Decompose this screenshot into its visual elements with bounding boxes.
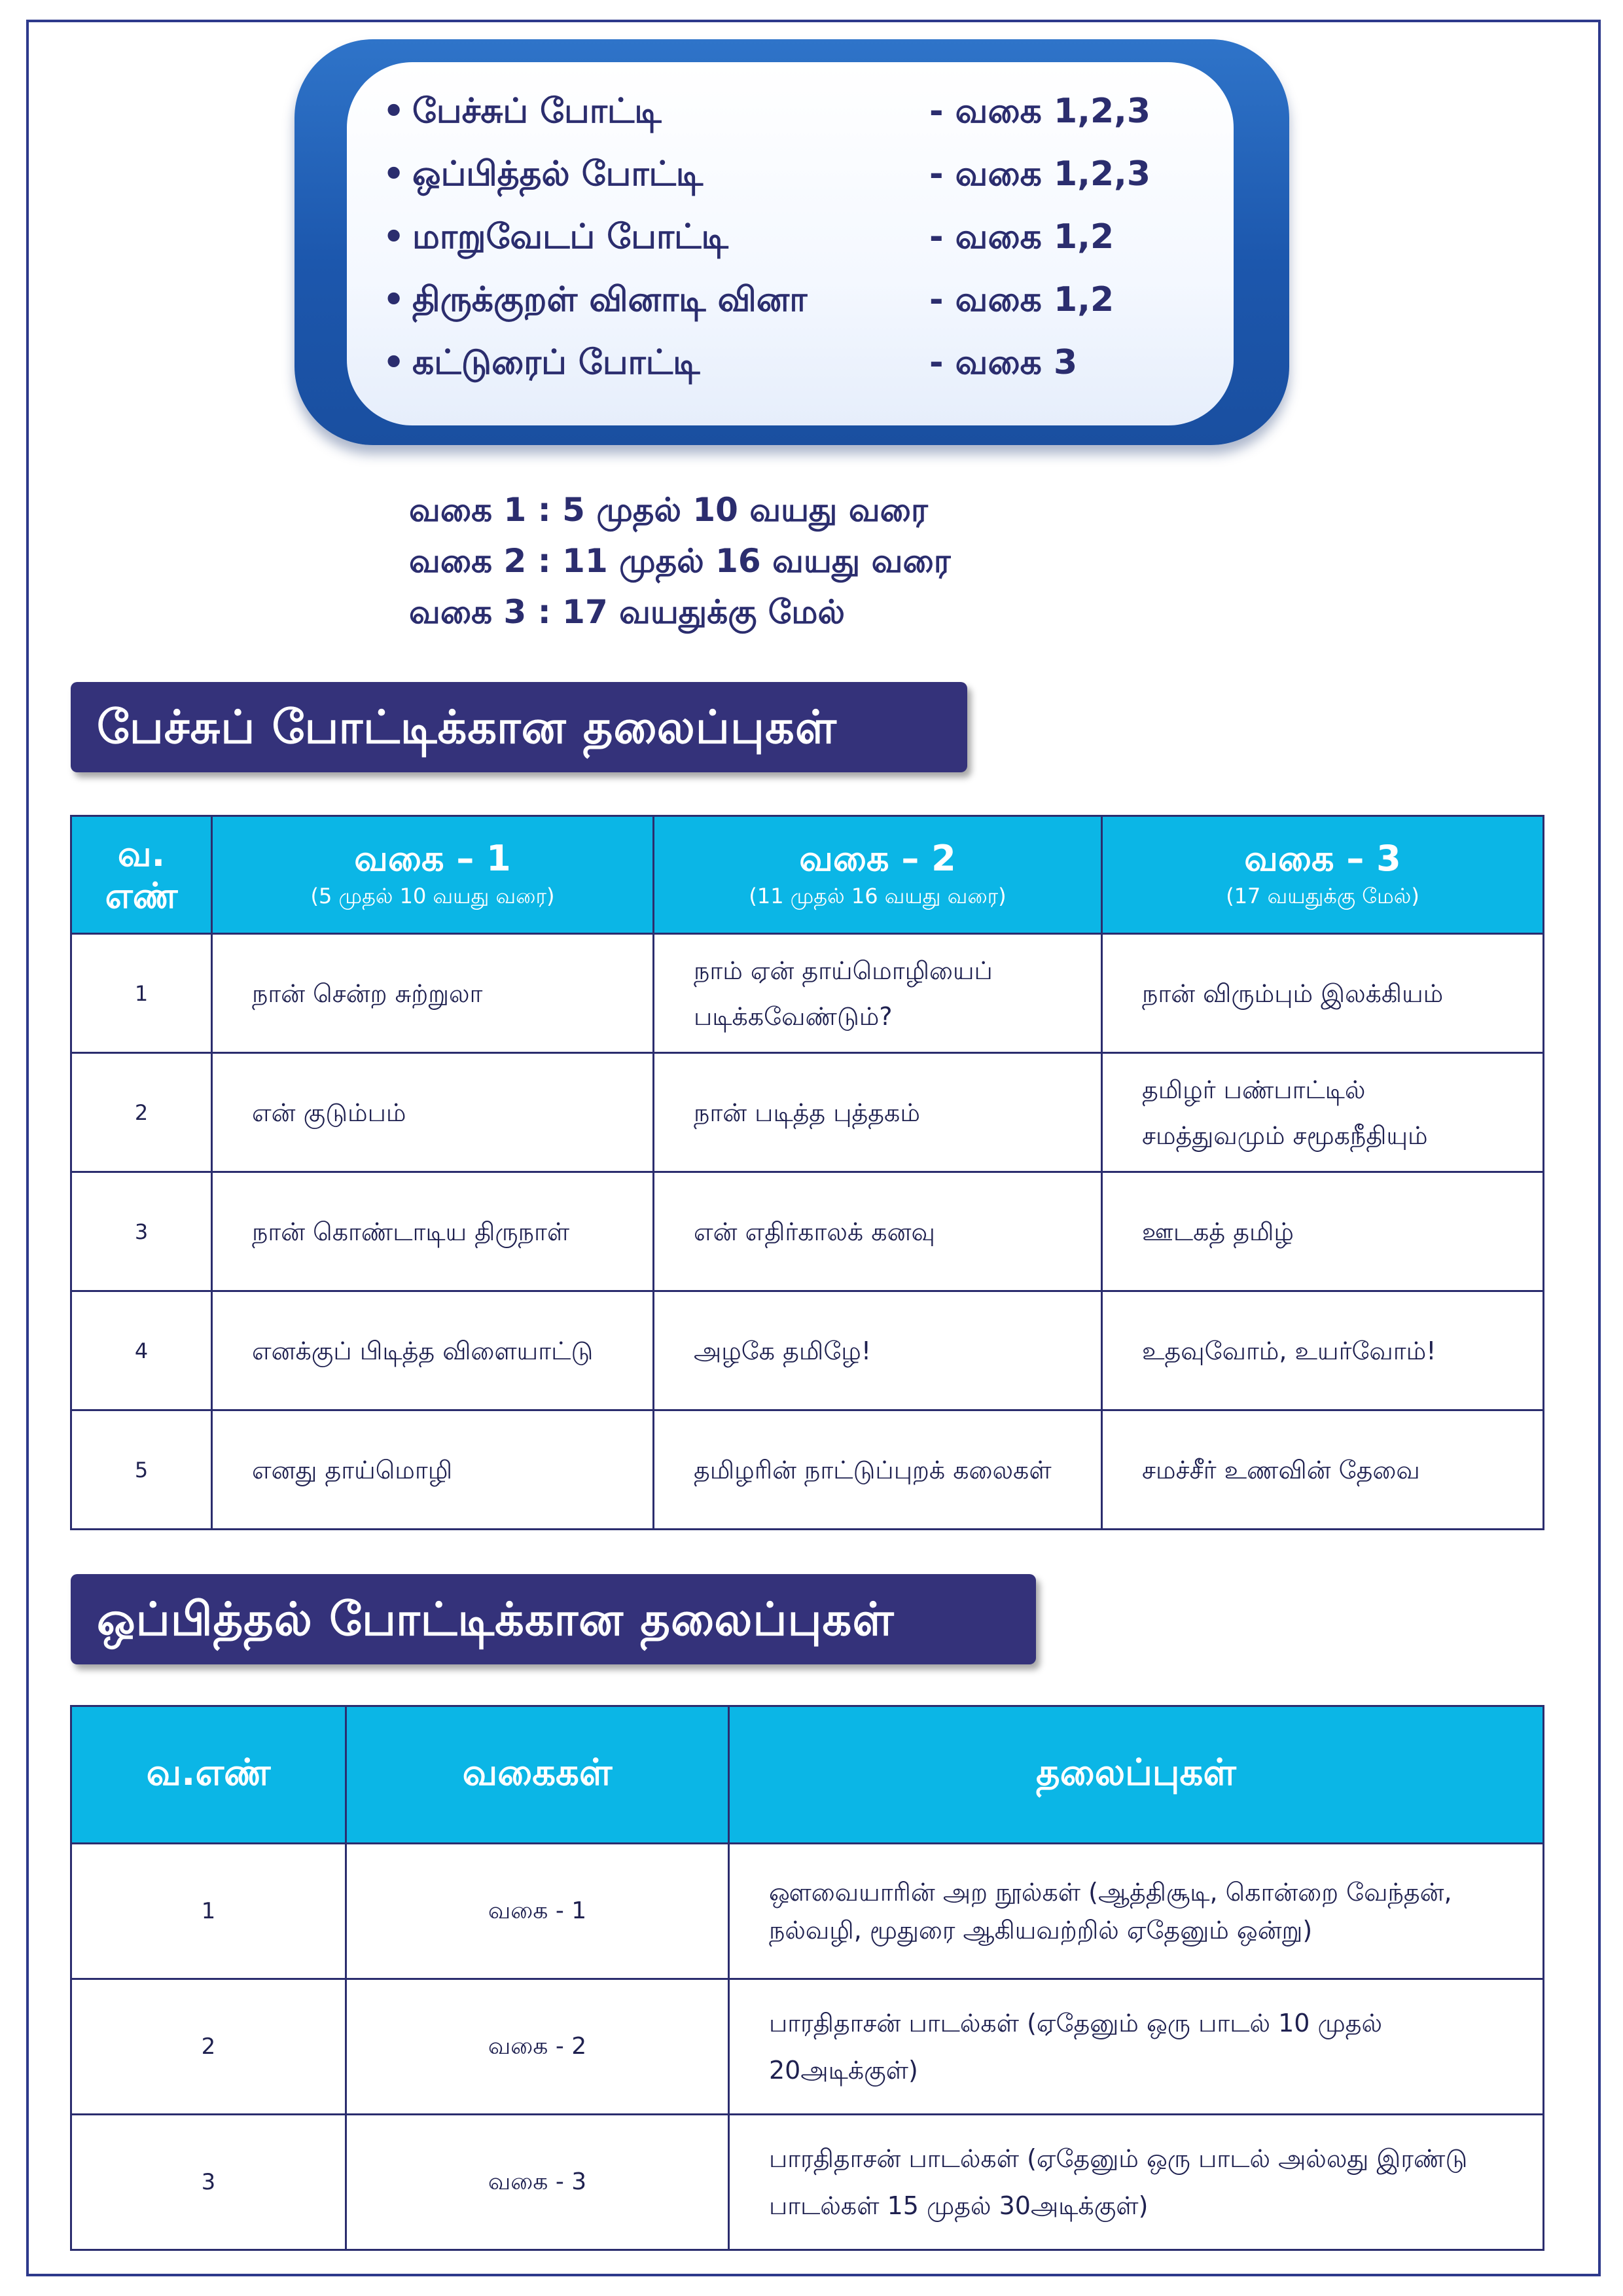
topic-cell: நான் விரும்பும் இலக்கியம் <box>1102 934 1544 1053</box>
table-row <box>71 1172 1544 1291</box>
row-number: 2 <box>71 1053 212 1172</box>
recitation-topics-table <box>70 1705 1544 2251</box>
competition-name: பேச்சுப் போட்டி <box>412 92 662 131</box>
topic-cell: நாம் ஏன் தாய்மொழியைப் படிக்கவேண்டும்? <box>654 934 1102 1053</box>
header-serial-number: வ. எண் <box>71 816 212 934</box>
topic-cell: சமச்சீர் உணவின் தேவை <box>1102 1410 1544 1530</box>
speech-topics-table <box>70 815 1544 1530</box>
topic-cell: ஊடகத் தமிழ் <box>1102 1172 1544 1291</box>
topic-cell: அழகே தமிழே! <box>654 1291 1102 1410</box>
competition-category: - வகை 3 <box>929 343 1078 382</box>
row-number: 1 <box>71 934 212 1053</box>
header-topics: தலைப்புகள் <box>729 1706 1544 1844</box>
row-number: 3 <box>71 2115 346 2250</box>
category-cell: வகை - 2 <box>346 1979 729 2115</box>
competition-category: - வகை 1,2,3 <box>929 154 1151 194</box>
bullet-icon: • <box>383 92 405 131</box>
topic-cell: என் குடும்பம் <box>212 1053 654 1172</box>
topic-cell: நான் சென்ற சுற்றுலா <box>212 934 654 1053</box>
topic-cell: தமிழரின் நாட்டுப்புறக் கலைகள் <box>654 1410 1102 1530</box>
row-number: 5 <box>71 1410 212 1530</box>
competition-item <box>383 217 1234 270</box>
topic-cell: எனது தாய்மொழி <box>212 1410 654 1530</box>
header-category-3: வகை – 3 (17 வயதுக்கு மேல்) <box>1102 816 1544 934</box>
topic-cell: நான் கொண்டாடிய திருநாள் <box>212 1172 654 1291</box>
table-header-row <box>71 1706 1544 1844</box>
topic-cell: பாரதிதாசன் பாடல்கள் (ஏதேனும் ஒரு பாடல் அல்லது இரண்டு பாடல்கள் 15 முதல் 30அடிக்குள்) <box>729 2115 1544 2250</box>
row-number: 2 <box>71 1979 346 2115</box>
competition-name: மாறுவேடப் போட்டி <box>412 217 728 257</box>
competition-item <box>383 280 1234 332</box>
header-serial-number: வ.எண் <box>71 1706 346 1844</box>
table-row <box>71 934 1544 1053</box>
age-group-line: வகை 1 : 5 முதல் 10 வயது வரை <box>409 491 928 529</box>
bullet-icon: • <box>383 343 405 382</box>
table-row <box>71 1291 1544 1410</box>
competition-category: - வகை 1,2 <box>929 217 1115 257</box>
topic-cell: பாரதிதாசன் பாடல்கள் (ஏதேனும் ஒரு பாடல் 10 முதல் 20அடிக்குள்) <box>729 1979 1544 2115</box>
age-group-line: வகை 2 : 11 முதல் 16 வயது வரை <box>409 542 951 580</box>
speech-section-heading: பேச்சுப் போட்டிக்கான தலைப்புகள் <box>71 682 967 772</box>
bullet-icon: • <box>383 280 405 319</box>
row-number: 4 <box>71 1291 212 1410</box>
bullet-icon: • <box>383 154 405 194</box>
table-header-row <box>71 816 1544 934</box>
table-row <box>71 1053 1544 1172</box>
table-row <box>71 1844 1544 1979</box>
header-categories: வகைகள் <box>346 1706 729 1844</box>
topic-cell: ஔவையாரின் அற நூல்கள் (ஆத்திசூடி, கொன்றை வேந்தன், நல்வழி, மூதுரை ஆகியவற்றில் ஏதேனும் ஒன்று) <box>729 1844 1544 1979</box>
competition-category: - வகை 1,2 <box>929 280 1115 319</box>
topic-cell: என் எதிர்காலக் கனவு <box>654 1172 1102 1291</box>
competition-item <box>383 343 1234 395</box>
competition-item <box>383 154 1234 207</box>
topic-cell: உதவுவோம், உயர்வோம்! <box>1102 1291 1544 1410</box>
bullet-icon: • <box>383 217 405 257</box>
competition-name: கட்டுரைப் போட்டி <box>412 343 700 382</box>
table-row <box>71 1979 1544 2115</box>
competition-category: - வகை 1,2,3 <box>929 92 1151 131</box>
header-category-2: வகை – 2 (11 முதல் 16 வயது வரை) <box>654 816 1102 934</box>
age-group-line: வகை 3 : 17 வயதுக்கு மேல் <box>409 593 845 631</box>
row-number: 3 <box>71 1172 212 1291</box>
table-row <box>71 2115 1544 2250</box>
recitation-section-heading: ஒப்பித்தல் போட்டிக்கான தலைப்புகள் <box>71 1574 1036 1664</box>
category-cell: வகை - 3 <box>346 2115 729 2250</box>
competition-item <box>383 92 1234 144</box>
table-row <box>71 1410 1544 1530</box>
category-cell: வகை - 1 <box>346 1844 729 1979</box>
topic-cell: தமிழர் பண்பாட்டில் சமத்துவமும் சமூகநீதியும் <box>1102 1053 1544 1172</box>
topic-cell: நான் படித்த புத்தகம் <box>654 1053 1102 1172</box>
topic-cell: எனக்குப் பிடித்த விளையாட்டு <box>212 1291 654 1410</box>
competition-name: ஒப்பித்தல் போட்டி <box>412 154 704 194</box>
header-category-1: வகை – 1 (5 முதல் 10 வயது வரை) <box>212 816 654 934</box>
row-number: 1 <box>71 1844 346 1979</box>
competition-name: திருக்குறள் வினாடி வினா <box>412 280 808 319</box>
